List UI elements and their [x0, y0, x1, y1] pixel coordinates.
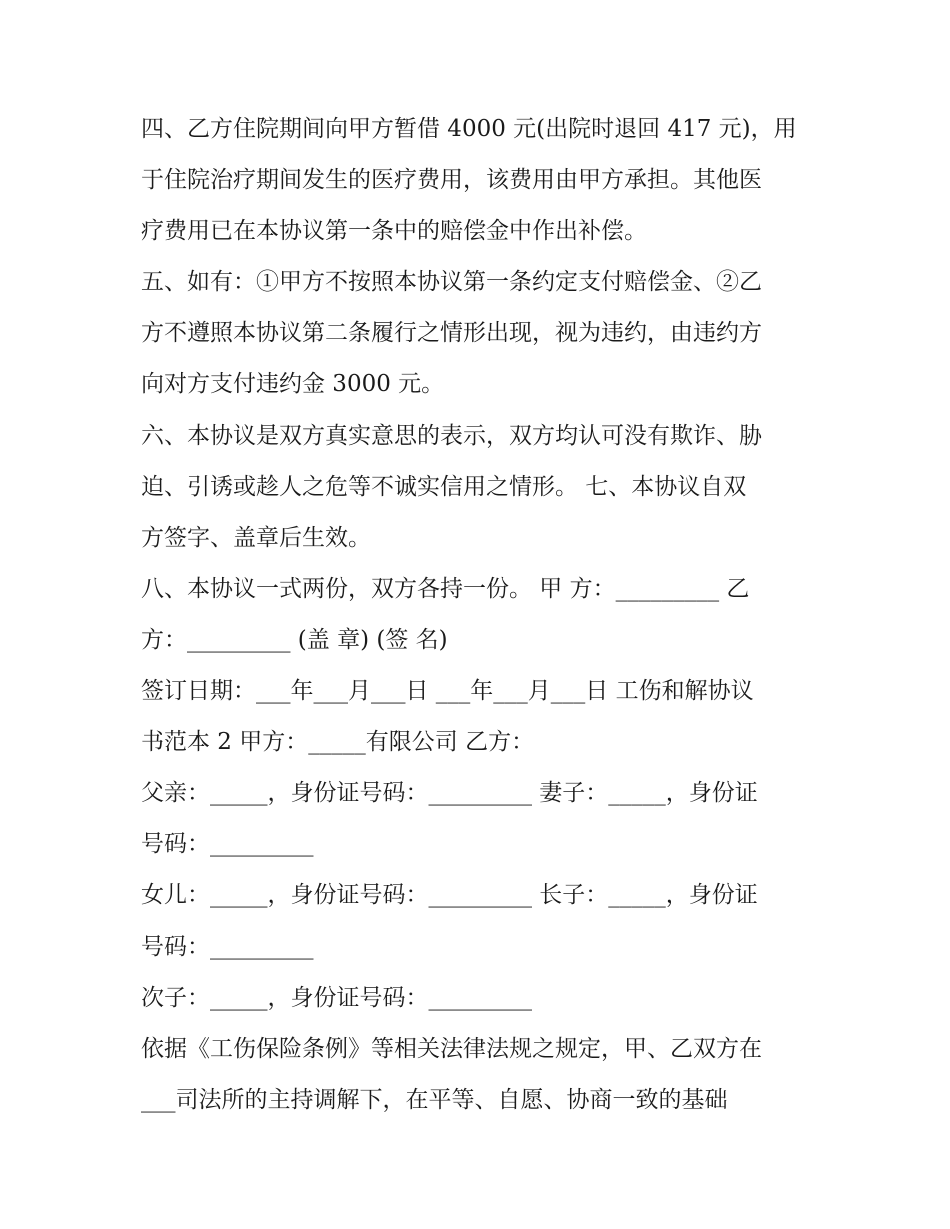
- document-body: [141, 104, 821, 1126]
- text-line: 迫、引诱或趁人之危等不诚实信用之情形。 七、本协议自双: [141, 473, 747, 500]
- text-line: 依据《工伤保险条例》等相关法律法规之规定，甲、乙双方在: [141, 1035, 762, 1062]
- text-line: 签订日期：___年___月___日 ___年___月___日 工伤和解协议: [141, 678, 754, 705]
- text-line: 号码：_________: [141, 933, 314, 960]
- text-line: 方：_________ (盖 章) (签 名): [141, 626, 448, 653]
- text-line: 书范本 2 甲方：_____有限公司 乙方：: [141, 729, 535, 756]
- text-line: 六、本协议是双方真实意思的表示，双方均认可没有欺诈、胁: [141, 422, 762, 449]
- text-line: ___司法所的主持调解下，在平等、自愿、协商一致的基础: [141, 1086, 728, 1113]
- text-line: 号码：_________: [141, 831, 314, 858]
- text-line: 四、乙方住院期间向甲方暂借 4000 元(出院时退回 417 元)，用: [141, 116, 797, 142]
- text-line: 方签字、盖章后生效。: [141, 524, 371, 551]
- text-line: 向对方支付违约金 3000 元。: [141, 371, 445, 398]
- text-line: 五、如有：①甲方不按照本协议第一条约定支付赔偿金、②乙: [141, 269, 762, 296]
- text-line: 疗费用已在本协议第一条中的赔偿金中作出补偿。: [141, 218, 647, 245]
- text-line: 方不遵照本协议第二条履行之情形出现，视为违约，由违约方: [141, 320, 762, 347]
- text-line: 女儿：_____，身份证号码：_________ 长子：_____，身份证: [141, 882, 758, 909]
- text-line: 父亲：_____，身份证号码：_________ 妻子：_____，身份证: [141, 780, 758, 807]
- text-line: 于住院治疗期间发生的医疗费用，该费用由甲方承担。其他医: [141, 167, 762, 194]
- text-line: 次子：_____，身份证号码：_________: [141, 984, 532, 1011]
- text-line: 八、本协议一式两份，双方各持一份。 甲 方：_________ 乙: [141, 575, 750, 602]
